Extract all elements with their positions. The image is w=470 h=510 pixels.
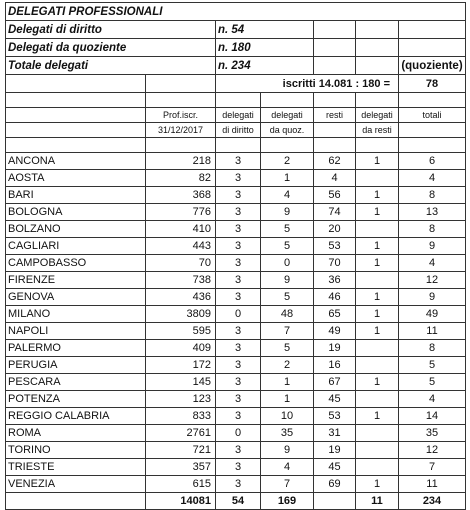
cell-resti: 16 xyxy=(314,357,356,374)
cell-quoz: 1 xyxy=(261,374,314,391)
cell-iscritti: 833 xyxy=(146,408,216,425)
cell-iscritti: 436 xyxy=(146,289,216,306)
cell-totali: 11 xyxy=(399,323,466,340)
cell-iscritti: 3809 xyxy=(146,306,216,323)
quoziente-label: (quoziente) xyxy=(399,57,466,75)
cell-resti: 45 xyxy=(314,391,356,408)
cell-da-resti xyxy=(356,221,399,238)
sheet-title: DELEGATI PROFESSIONALI xyxy=(6,3,466,21)
cell-da-resti: 1 xyxy=(356,306,399,323)
cell-totali: 49 xyxy=(399,306,466,323)
blank-row xyxy=(6,138,466,153)
summary-row xyxy=(6,39,466,57)
cell-totali: 4 xyxy=(399,255,466,272)
summary-label: Totale delegati xyxy=(6,57,216,75)
iscritti-row xyxy=(6,75,466,93)
table-row xyxy=(6,153,466,170)
cell-da-resti xyxy=(356,425,399,442)
table-row xyxy=(6,238,466,255)
cell-city: MILANO xyxy=(6,306,146,323)
table-row xyxy=(6,170,466,187)
cell-da-resti xyxy=(356,391,399,408)
cell-iscritti: 776 xyxy=(146,204,216,221)
table-row xyxy=(6,323,466,340)
cell-city: FIRENZE xyxy=(6,272,146,289)
cell-diritto: 3 xyxy=(216,442,261,459)
col-delegati-diritto: delegati xyxy=(216,108,261,123)
cell-iscritti: 595 xyxy=(146,323,216,340)
col-totali: totali xyxy=(399,108,466,123)
cell-totali: 6 xyxy=(399,153,466,170)
cell-da-resti xyxy=(356,459,399,476)
cell-diritto: 3 xyxy=(216,408,261,425)
cell-diritto: 3 xyxy=(216,323,261,340)
cell-resti: 49 xyxy=(314,323,356,340)
table-row xyxy=(6,476,466,493)
cell-iscritti: 443 xyxy=(146,238,216,255)
cell-city: BOLZANO xyxy=(6,221,146,238)
cell-totali: 8 xyxy=(399,221,466,238)
cell-diritto: 3 xyxy=(216,153,261,170)
cell-city: NAPOLI xyxy=(6,323,146,340)
title-row xyxy=(6,3,466,21)
cell-resti: 70 xyxy=(314,255,356,272)
delegati-table xyxy=(5,2,466,510)
total-quoz: 169 xyxy=(261,493,314,510)
cell-iscritti: 738 xyxy=(146,272,216,289)
cell-diritto: 3 xyxy=(216,272,261,289)
cell-quoz: 4 xyxy=(261,187,314,204)
cell-city: VENEZIA xyxy=(6,476,146,493)
cell-da-resti: 1 xyxy=(356,204,399,221)
cell-diritto: 3 xyxy=(216,187,261,204)
cell-quoz: 5 xyxy=(261,340,314,357)
table-row xyxy=(6,340,466,357)
col-quoz-sub: da quoz. xyxy=(261,123,314,138)
cell-totali: 5 xyxy=(399,357,466,374)
cell-city: PERUGIA xyxy=(6,357,146,374)
cell-iscritti: 145 xyxy=(146,374,216,391)
table-row xyxy=(6,374,466,391)
column-header-row-2 xyxy=(6,123,466,138)
cell-resti: 19 xyxy=(314,442,356,459)
cell-resti: 53 xyxy=(314,408,356,425)
cell-diritto: 3 xyxy=(216,357,261,374)
cell-resti: 74 xyxy=(314,204,356,221)
cell-quoz: 4 xyxy=(261,459,314,476)
total-totali: 234 xyxy=(399,493,466,510)
cell-totali: 12 xyxy=(399,442,466,459)
col-delegati-resti: delegati xyxy=(356,108,399,123)
cell-iscritti: 172 xyxy=(146,357,216,374)
totals-row xyxy=(6,493,466,510)
cell-resti: 62 xyxy=(314,153,356,170)
cell-diritto: 3 xyxy=(216,340,261,357)
summary-row xyxy=(6,21,466,39)
cell-resti: 69 xyxy=(314,476,356,493)
col-resti: resti xyxy=(314,108,356,123)
cell-city: CAMPOBASSO xyxy=(6,255,146,272)
cell-iscritti: 721 xyxy=(146,442,216,459)
cell-city: ANCONA xyxy=(6,153,146,170)
cell-city: BARI xyxy=(6,187,146,204)
col-diritto-sub: di diritto xyxy=(216,123,261,138)
summary-label: Delegati da quoziente xyxy=(6,39,216,57)
table-row xyxy=(6,408,466,425)
cell-diritto: 3 xyxy=(216,374,261,391)
cell-da-resti xyxy=(356,340,399,357)
cell-quoz: 7 xyxy=(261,323,314,340)
col-resti-sub: da resti xyxy=(356,123,399,138)
cell-totali: 7 xyxy=(399,459,466,476)
cell-quoz: 2 xyxy=(261,357,314,374)
cell-totali: 13 xyxy=(399,204,466,221)
cell-da-resti xyxy=(356,357,399,374)
cell-quoz: 2 xyxy=(261,153,314,170)
table-row xyxy=(6,306,466,323)
cell-totali: 4 xyxy=(399,391,466,408)
cell-da-resti: 1 xyxy=(356,323,399,340)
cell-city: CAGLIARI xyxy=(6,238,146,255)
cell-da-resti xyxy=(356,442,399,459)
total-resti xyxy=(314,493,356,510)
table-row xyxy=(6,442,466,459)
cell-quoz: 5 xyxy=(261,221,314,238)
cell-iscritti: 368 xyxy=(146,187,216,204)
cell-iscritti: 409 xyxy=(146,340,216,357)
cell-city: POTENZA xyxy=(6,391,146,408)
iscritti-formula: iscritti 14.081 : 180 = xyxy=(216,75,399,93)
cell-totali: 9 xyxy=(399,289,466,306)
cell-diritto: 3 xyxy=(216,170,261,187)
summary-label: Delegati di diritto xyxy=(6,21,216,39)
total-da-resti: 11 xyxy=(356,493,399,510)
table-row xyxy=(6,255,466,272)
cell-diritto: 3 xyxy=(216,391,261,408)
cell-da-resti: 1 xyxy=(356,374,399,391)
table-row xyxy=(6,221,466,238)
cell-diritto: 0 xyxy=(216,306,261,323)
cell-city: PESCARA xyxy=(6,374,146,391)
cell-city: AOSTA xyxy=(6,170,146,187)
col-prof-date: 31/12/2017 xyxy=(146,123,216,138)
cell-city: TRIESTE xyxy=(6,459,146,476)
cell-totali: 8 xyxy=(399,340,466,357)
cell-city: GENOVA xyxy=(6,289,146,306)
cell-diritto: 3 xyxy=(216,476,261,493)
column-header-row-1 xyxy=(6,108,466,123)
cell-resti: 36 xyxy=(314,272,356,289)
cell-iscritti: 615 xyxy=(146,476,216,493)
cell-resti: 53 xyxy=(314,238,356,255)
cell-city: TORINO xyxy=(6,442,146,459)
cell-iscritti: 70 xyxy=(146,255,216,272)
cell-iscritti: 357 xyxy=(146,459,216,476)
cell-diritto: 0 xyxy=(216,425,261,442)
cell-da-resti: 1 xyxy=(356,476,399,493)
cell-da-resti: 1 xyxy=(356,187,399,204)
summary-row xyxy=(6,57,466,75)
cell-diritto: 3 xyxy=(216,459,261,476)
delegati-sheet xyxy=(5,2,466,510)
cell-totali: 12 xyxy=(399,272,466,289)
cell-quoz: 5 xyxy=(261,238,314,255)
table-row xyxy=(6,391,466,408)
cell-da-resti: 1 xyxy=(356,153,399,170)
cell-quoz: 1 xyxy=(261,391,314,408)
cell-iscritti: 123 xyxy=(146,391,216,408)
cell-quoz: 9 xyxy=(261,204,314,221)
cell-resti: 56 xyxy=(314,187,356,204)
cell-resti: 4 xyxy=(314,170,356,187)
cell-city: BOLOGNA xyxy=(6,204,146,221)
cell-resti: 31 xyxy=(314,425,356,442)
cell-resti: 45 xyxy=(314,459,356,476)
cell-quoz: 35 xyxy=(261,425,314,442)
cell-totali: 9 xyxy=(399,238,466,255)
cell-resti: 67 xyxy=(314,374,356,391)
cell-totali: 11 xyxy=(399,476,466,493)
cell-city: REGGIO CALABRIA xyxy=(6,408,146,425)
cell-da-resti: 1 xyxy=(356,238,399,255)
col-prof-iscr: Prof.iscr. xyxy=(146,108,216,123)
cell-totali: 4 xyxy=(399,170,466,187)
summary-value: n. 54 xyxy=(216,21,314,39)
cell-quoz: 48 xyxy=(261,306,314,323)
cell-quoz: 0 xyxy=(261,255,314,272)
cell-quoz: 9 xyxy=(261,272,314,289)
cell-iscritti: 218 xyxy=(146,153,216,170)
table-row xyxy=(6,459,466,476)
table-row xyxy=(6,187,466,204)
quoziente-value: 78 xyxy=(399,75,466,93)
cell-da-resti xyxy=(356,170,399,187)
cell-resti: 19 xyxy=(314,340,356,357)
table-row xyxy=(6,425,466,442)
col-delegati-quoz: delegati xyxy=(261,108,314,123)
cell-quoz: 1 xyxy=(261,170,314,187)
cell-quoz: 9 xyxy=(261,442,314,459)
cell-totali: 14 xyxy=(399,408,466,425)
cell-city: ROMA xyxy=(6,425,146,442)
summary-value: n. 234 xyxy=(216,57,314,75)
total-diritto: 54 xyxy=(216,493,261,510)
cell-resti: 20 xyxy=(314,221,356,238)
total-iscritti: 14081 xyxy=(146,493,216,510)
blank-row xyxy=(6,93,466,108)
cell-diritto: 3 xyxy=(216,289,261,306)
cell-quoz: 5 xyxy=(261,289,314,306)
cell-da-resti: 1 xyxy=(356,289,399,306)
summary-value: n. 180 xyxy=(216,39,314,57)
cell-diritto: 3 xyxy=(216,255,261,272)
cell-resti: 46 xyxy=(314,289,356,306)
cell-resti: 65 xyxy=(314,306,356,323)
cell-diritto: 3 xyxy=(216,238,261,255)
cell-da-resti xyxy=(356,272,399,289)
cell-quoz: 10 xyxy=(261,408,314,425)
table-row xyxy=(6,272,466,289)
table-row xyxy=(6,289,466,306)
table-row xyxy=(6,357,466,374)
cell-diritto: 3 xyxy=(216,221,261,238)
cell-totali: 5 xyxy=(399,374,466,391)
cell-iscritti: 2761 xyxy=(146,425,216,442)
cell-iscritti: 82 xyxy=(146,170,216,187)
cell-diritto: 3 xyxy=(216,204,261,221)
cell-da-resti: 1 xyxy=(356,255,399,272)
cell-da-resti: 1 xyxy=(356,408,399,425)
cell-city: PALERMO xyxy=(6,340,146,357)
cell-quoz: 7 xyxy=(261,476,314,493)
table-row xyxy=(6,204,466,221)
cell-iscritti: 410 xyxy=(146,221,216,238)
cell-totali: 8 xyxy=(399,187,466,204)
cell-totali: 35 xyxy=(399,425,466,442)
